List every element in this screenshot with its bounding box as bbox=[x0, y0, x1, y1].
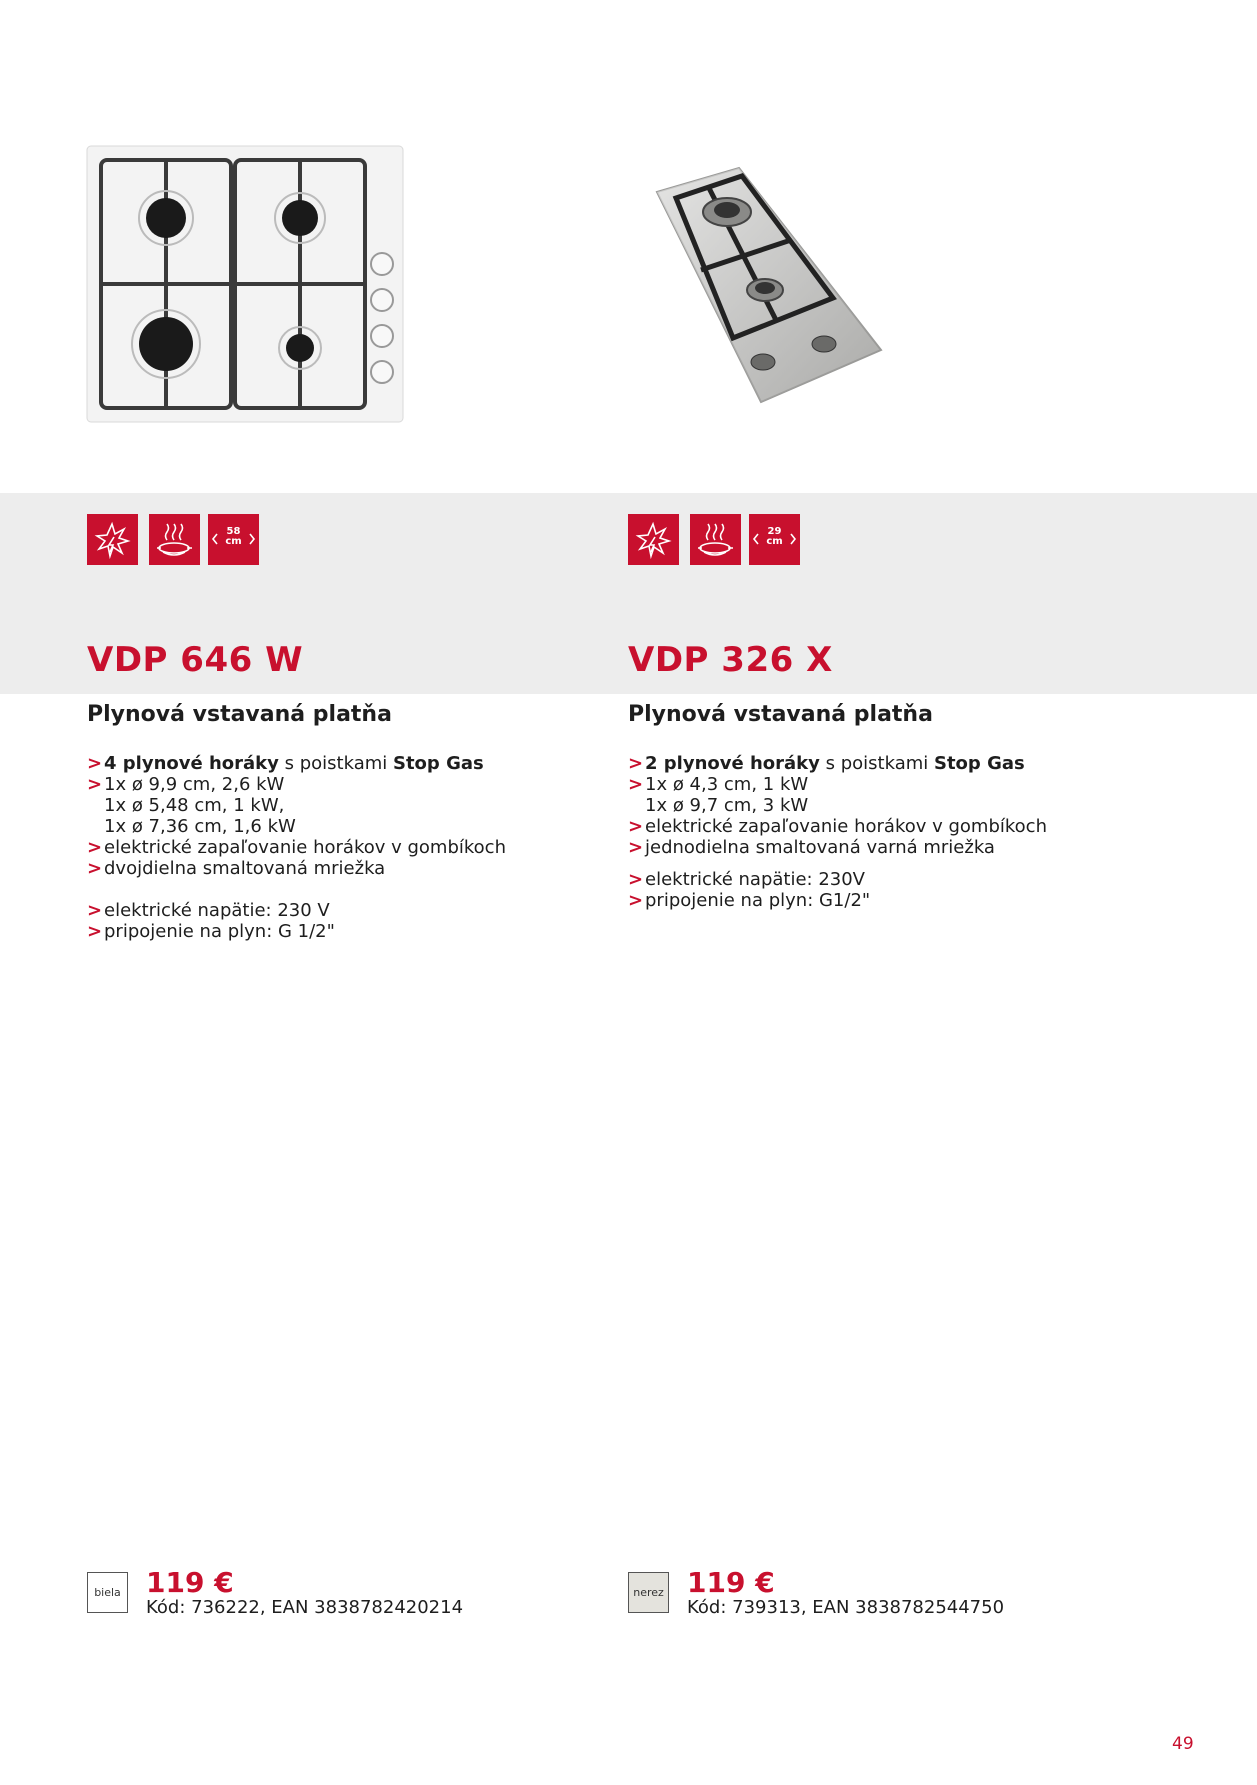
list-item: 1x ø 9,7 cm, 3 kW bbox=[645, 795, 809, 816]
product-card-1 bbox=[0, 0, 540, 1700]
list-item: > 1x ø 9,9 cm, 2,6 kW bbox=[87, 774, 507, 795]
list-item: > 1x ø 4,3 cm, 1 kW bbox=[628, 774, 1048, 795]
list-item: > elektrické napätie: 230V bbox=[628, 869, 1048, 890]
product-code: Kód: 739313, EAN 3838782544750 bbox=[687, 1597, 1005, 1618]
list-item: > elektrické napätie: 230 V bbox=[87, 900, 507, 921]
product-code: Kód: 736222, EAN 3838782420214 bbox=[146, 1597, 464, 1618]
list-item: > elektrické zapaľovanie horákov v gombíkoch bbox=[87, 837, 507, 858]
page-number: 49 bbox=[1172, 1734, 1194, 1754]
price: 119 € bbox=[146, 1566, 234, 1599]
list-item: > elektrické zapaľovanie horákov v gombíkoch bbox=[628, 816, 1048, 837]
list-item: > pripojenie na plyn: G 1/2" bbox=[87, 921, 507, 942]
width-icon bbox=[749, 514, 800, 565]
model-name: VDP 326 X bbox=[628, 640, 833, 680]
electric-ignition-icon bbox=[87, 514, 138, 565]
width-icon bbox=[208, 514, 259, 565]
feature-list bbox=[87, 753, 507, 942]
list-item: > jednodielna smaltovaná varná mriežka bbox=[628, 837, 1048, 858]
list-item: 1x ø 7,36 cm, 1,6 kW bbox=[104, 816, 296, 837]
list-item: > pripojenie na plyn: G1/2" bbox=[628, 890, 1048, 911]
electric-ignition-icon bbox=[628, 514, 679, 565]
size-label: 58 cm bbox=[225, 526, 242, 547]
product-subtitle: Plynová vstavaná platňa bbox=[87, 702, 392, 727]
gas-burner-icon bbox=[149, 514, 200, 565]
product-photo-white-hob bbox=[85, 140, 410, 430]
list-item: > 4 plynové horáky s poistkami Stop Gas bbox=[87, 753, 507, 774]
list-item: 1x ø 5,48 cm, 1 kW, bbox=[104, 795, 285, 816]
model-name: VDP 646 W bbox=[87, 640, 304, 680]
size-label: 29 cm bbox=[766, 526, 783, 547]
list-item: > dvojdielna smaltovaná mriežka bbox=[87, 858, 507, 879]
color-swatch: nerez bbox=[628, 1572, 669, 1613]
list-item: > 2 plynové horáky s poistkami Stop Gas bbox=[628, 753, 1048, 774]
price: 119 € bbox=[687, 1566, 775, 1599]
gas-burner-icon bbox=[690, 514, 741, 565]
product-card-2 bbox=[541, 0, 1081, 1700]
feature-list bbox=[628, 753, 1048, 911]
color-swatch: biela bbox=[87, 1572, 128, 1613]
product-subtitle: Plynová vstavaná platňa bbox=[628, 702, 933, 727]
product-photo-steel-hob bbox=[641, 140, 966, 430]
